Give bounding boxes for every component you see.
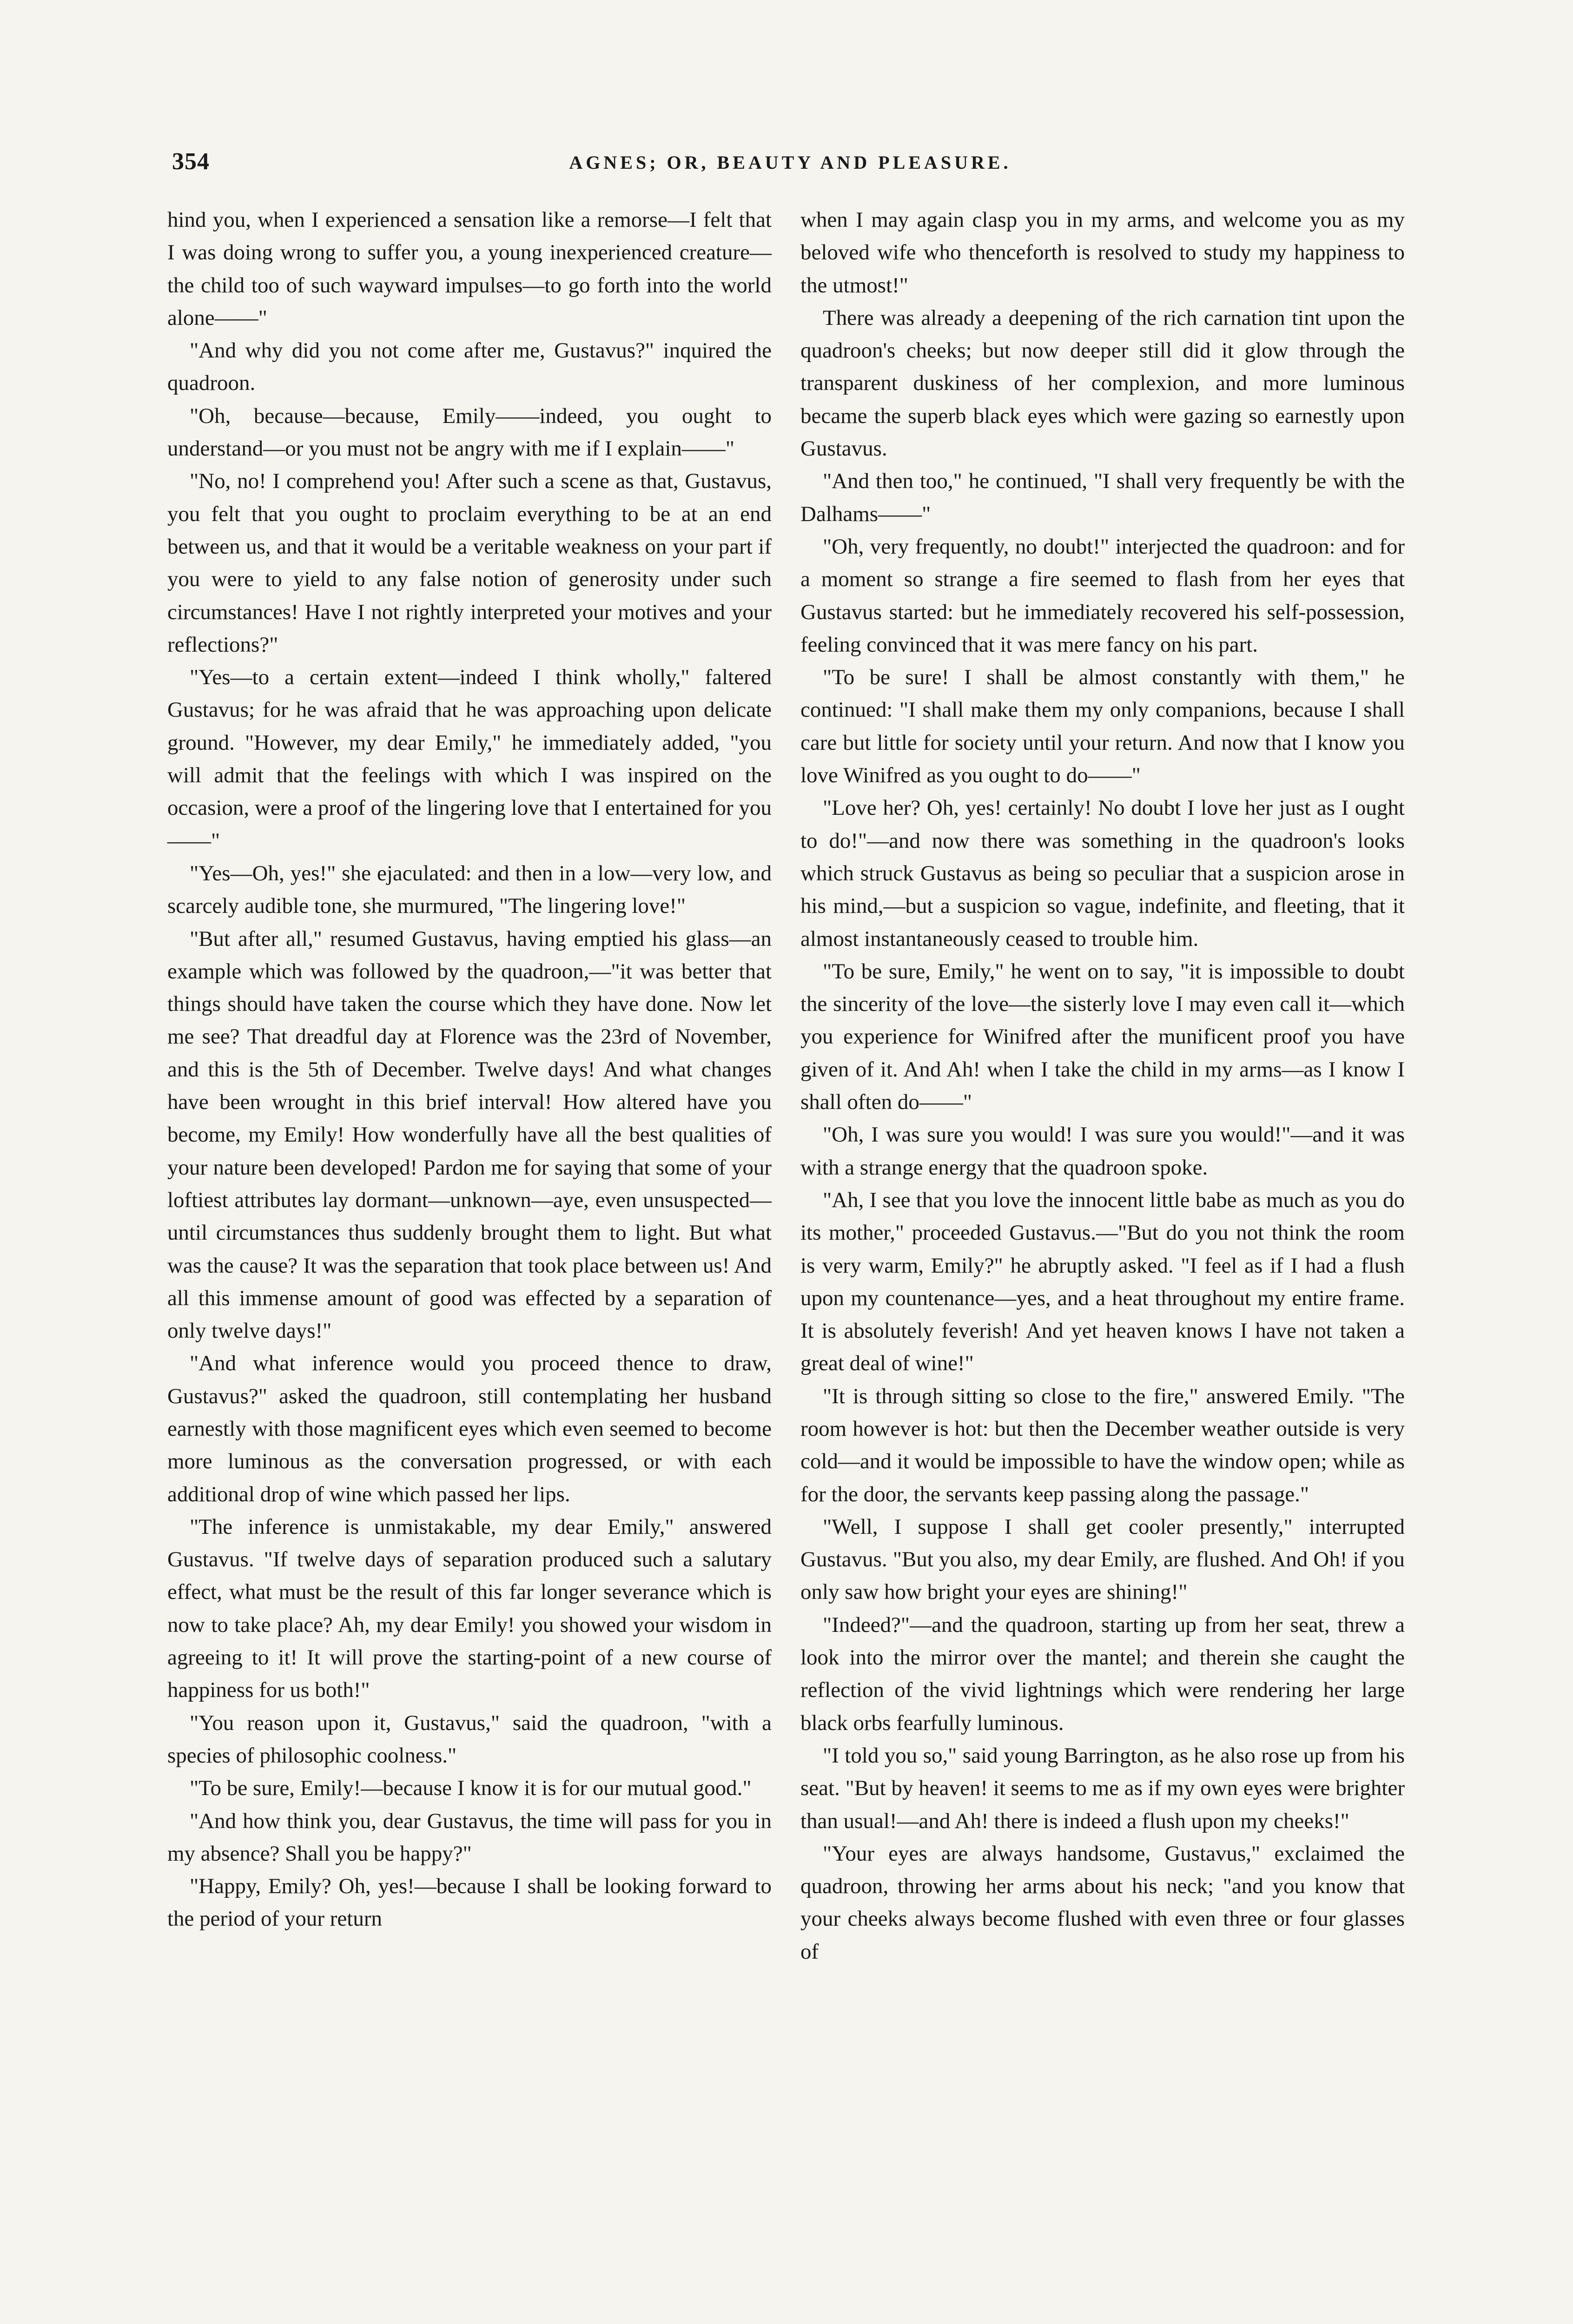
running-title: AGNES; OR, BEAUTY AND PLEASURE. bbox=[569, 152, 1011, 173]
right-column bbox=[800, 204, 1405, 1968]
paragraph: "You reason upon it, Gustavus," said the quadroon, "with a species of philosophic coolness." bbox=[167, 1710, 772, 1768]
page-number: 354 bbox=[172, 148, 210, 175]
paragraph: "Indeed?"—and the quadroon, starting up from her seat, threw a look into the mirror over the mantel; and therein she caught the reflection of the vivid lightnings which were rendering her large black orbs fearfully luminous. bbox=[800, 1612, 1405, 1735]
paragraph: There was already a deepening of the rich carnation tint upon the quadroon's cheeks; but now deeper still did it glow through the transparent duskiness of her complexion, and more luminous became the superb black eyes which were gazing so earnestly upon Gustavus. bbox=[800, 305, 1405, 461]
paragraph: "To be sure, Emily," he went on to say, "it is impossible to doubt the sincerity of the love—the sisterly love I may even call it—which you experience for Winifred after the munificent proof you have given of it. And Ah! when I take the child in my arms—as I know I shall often do——" bbox=[800, 959, 1405, 1115]
paragraph: "Oh, very frequently, no doubt!" interjected the quadroon: and for a moment so strange a fire seemed to flash from her eyes that Gustavus started: but he immediately recovered his self-possession, feeling convinced that it was mere fancy on his part. bbox=[800, 534, 1405, 657]
left-column bbox=[167, 204, 772, 1935]
paragraph: "To be sure! I shall be almost constantly with them," he continued: "I shall make them my only companions, because I shall care but little for society until your return. And now that I know you love Winifred as you ought to do——" bbox=[800, 665, 1405, 788]
paragraph: "Yes—to a certain extent—indeed I think wholly," faltered Gustavus; for he was afraid that he was approaching upon delicate ground. "However, my dear Emily," he immediately added, "you will admit that the feelings with which I was inspired on the occasion, were a proof of the lingering love that I entertained for you——" bbox=[167, 665, 772, 853]
paragraph: "To be sure, Emily!—because I know it is for our mutual good." bbox=[190, 1776, 752, 1801]
paragraph: when I may again clasp you in my arms, and welcome you as my beloved wife who thenceforth is resolved to study my happiness to the utmost!" bbox=[800, 208, 1405, 297]
paragraph: "Well, I suppose I shall get cooler presently," interrupted Gustavus. "But you also, my dear Emily, are flushed. And Oh! if you only saw how bright your eyes are shining!" bbox=[800, 1514, 1405, 1604]
paragraph: "Ah, I see that you love the innocent little babe as much as you do its mother," proceeded Gustavus.—"But do you not think the room is very warm, Emily?" he abruptly asked. "I feel as if I had a flush upon my countenance—yes, and a heat throughout my entire frame. It is absolutely feverish! And yet heaven knows I have not taken a great deal of wine!" bbox=[800, 1188, 1405, 1376]
paragraph: "Love her? Oh, yes! certainly! No doubt I love her just as I ought to do!"—and now there was something in the quadroon's looks which struck Gustavus as being so peculiar that a suspicion arose in his mind,—but a suspicion so vague, indefinite, and fleeting, that it almost instantaneously ceased to trouble him. bbox=[800, 796, 1405, 951]
paragraph: "And how think you, dear Gustavus, the time will pass for you in my absence? Shall you be happy?" bbox=[167, 1809, 772, 1866]
paragraph: "I told you so," said young Barrington, as he also rose up from his seat. "But by heaven! it seems to me as if my own eyes were brighter than usual!—and Ah! there is indeed a flush upon my cheeks!" bbox=[800, 1743, 1405, 1833]
page-header bbox=[172, 148, 1408, 180]
paragraph: hind you, when I experienced a sensation like a remorse—I felt that I was doing wrong to suffer you, a young inexperienced creature—the child too of such wayward impulses—to go forth into the world alone——" bbox=[167, 208, 772, 330]
paragraph: "The inference is unmistakable, my dear Emily," answered Gustavus. "If twelve days of separation produced such a salutary effect, what must be the result of this far longer severance which is now to take place? Ah, my dear Emily! you showed your wisdom in agreeing to it! It will prove the starting-point of a new course of happiness for us both!" bbox=[167, 1514, 772, 1703]
paragraph: "It is through sitting so close to the fire," answered Emily. "The room however is hot: but then the December weather outside is very cold—and it would be impossible to have the window open; while as for the door, the servants keep passing along the passage." bbox=[800, 1384, 1405, 1506]
paragraph: "And what inference would you proceed thence to draw, Gustavus?" asked the quadroon, still contemplating her husband earnestly with those magnificent eyes which even seemed to become more luminous as the conversation progressed, or with each additional drop of wine which passed her lips. bbox=[167, 1351, 772, 1506]
paragraph: "Oh, because—because, Emily——indeed, you ought to understand—or you must not be angry with me if I explain——" bbox=[167, 403, 772, 461]
paragraph: "No, no! I comprehend you! After such a scene as that, Gustavus, you felt that you ought to proclaim everything to be at an end between us, and that it would be a veritable weakness on your part if you were to yield to any false notion of generosity under such circumstances! Have I not rightly interpreted your motives and your reflections?" bbox=[167, 469, 772, 657]
paragraph: "Your eyes are always handsome, Gustavus," exclaimed the quadroon, throwing her arms about his neck; "and you know that your cheeks always become flushed with even three or four glasses of bbox=[800, 1841, 1405, 1964]
paragraph: "But after all," resumed Gustavus, having emptied his glass—an example which was followed by the quadroon,—"it was better that things should have taken the course which they have done. Now let me see? That dreadful day at Florence was the 23rd of November, and this is the 5th of December. Twelve days! And what changes have been wrought in this brief interval! How altered have you become, my Emily! How wonderfully have all the best qualities of your nature been developed! Pardon me for saying that some of your loftiest attributes lay dormant—unknown—aye, even unsuspected—until circumstances thus suddenly brought them to light. But what was the cause? It was the separation that took place between us! And all this immense amount of good was effected by a separation of only twelve days!" bbox=[167, 926, 772, 1343]
paragraph: "Happy, Emily? Oh, yes!—because I shall be looking forward to the period of your return bbox=[167, 1874, 772, 1931]
paragraph: "Oh, I was sure you would! I was sure you would!"—and it was with a strange energy that the quadroon spoke. bbox=[800, 1122, 1405, 1180]
paragraph: "And then too," he continued, "I shall very frequently be with the Dalhams——" bbox=[800, 469, 1405, 526]
paragraph: "And why did you not come after me, Gustavus?" inquired the quadroon. bbox=[167, 338, 772, 396]
paragraph: "Yes—Oh, yes!" she ejaculated: and then in a low—very low, and scarcely audible tone, she murmured, "The lingering love!" bbox=[167, 861, 772, 918]
